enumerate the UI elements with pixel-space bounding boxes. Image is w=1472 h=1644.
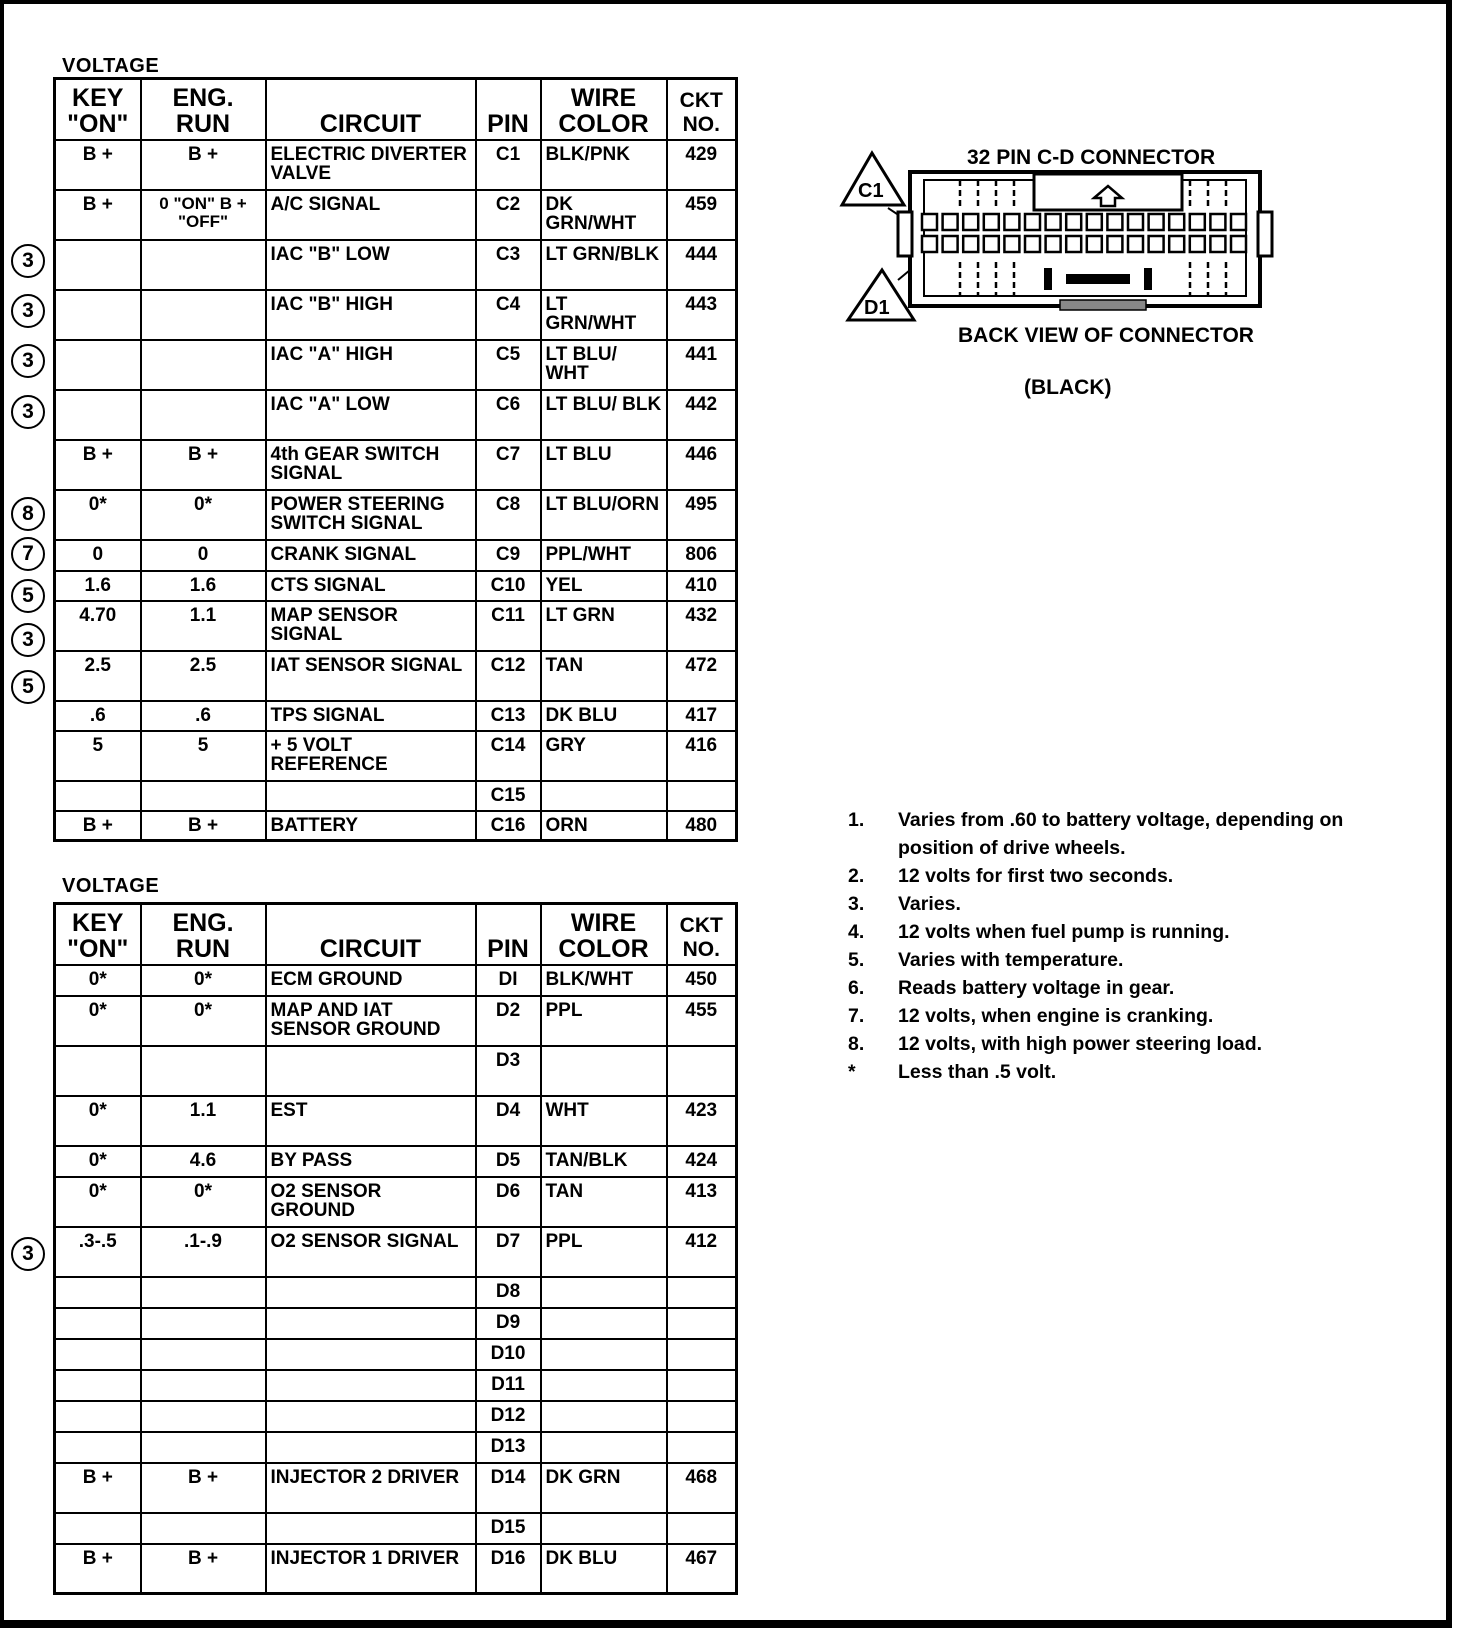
- connector-pin: [1004, 214, 1019, 230]
- cell-eng-run: .1-.9: [141, 1227, 266, 1277]
- cell-wire-color: DK BLU: [541, 1544, 667, 1594]
- cell-key-on: [55, 1513, 141, 1544]
- header-pin: PIN: [476, 79, 541, 140]
- cell-wire-color: DK GRN: [541, 1463, 667, 1513]
- cell-circuit: MAP AND IAT SENSOR GROUND: [266, 996, 476, 1046]
- cell-ckt-no: 468: [667, 1463, 737, 1513]
- connector-pin: [1169, 214, 1184, 230]
- cell-wire-color: GRY: [541, 731, 667, 781]
- cell-circuit: [266, 1308, 476, 1339]
- cell-eng-run: [141, 340, 266, 390]
- cell-key-on: [55, 1277, 141, 1308]
- cell-circuit: IAC "B" HIGH: [266, 290, 476, 340]
- cell-wire-color: [541, 1308, 667, 1339]
- cell-ckt-no: 444: [667, 240, 737, 290]
- table-row: [55, 1463, 737, 1513]
- note-item: 8. 12 volts, with high power steering load.: [848, 1033, 1263, 1055]
- table-row: [55, 1544, 737, 1594]
- cell-ckt-no: 429: [667, 140, 737, 190]
- table-row: [55, 571, 737, 601]
- cell-ckt-no: [667, 1370, 737, 1401]
- connector-pin: [1169, 236, 1184, 252]
- connector-pin: [963, 236, 978, 252]
- cell-circuit: [266, 1339, 476, 1370]
- cell-pin: D8: [476, 1277, 541, 1308]
- cell-ckt-no: 495: [667, 490, 737, 540]
- cell-key-on: 0*: [55, 996, 141, 1046]
- cell-eng-run: [141, 240, 266, 290]
- cell-ckt-no: 459: [667, 190, 737, 240]
- cell-ckt-no: 441: [667, 340, 737, 390]
- cell-eng-run: 1.1: [141, 1096, 266, 1146]
- cell-wire-color: [541, 1370, 667, 1401]
- note-marker: 5: [11, 670, 45, 704]
- cell-key-on: B +: [55, 140, 141, 190]
- cell-ckt-no: [667, 1401, 737, 1432]
- connector-diagram: [838, 150, 1318, 330]
- cell-circuit: MAP SENSOR SIGNAL: [266, 601, 476, 651]
- cell-circuit: [266, 1401, 476, 1432]
- cell-pin: D3: [476, 1046, 541, 1096]
- cell-pin: D2: [476, 996, 541, 1046]
- header-circuit: CIRCUIT: [266, 79, 476, 140]
- cell-pin: D4: [476, 1096, 541, 1146]
- cell-circuit: A/C SIGNAL: [266, 190, 476, 240]
- cell-circuit: ELECTRIC DIVERTER VALVE: [266, 140, 476, 190]
- table-row: [55, 1339, 737, 1370]
- cell-circuit: [266, 1277, 476, 1308]
- cell-pin: D10: [476, 1339, 541, 1370]
- cell-ckt-no: [667, 1277, 737, 1308]
- cell-key-on: 4.70: [55, 601, 141, 651]
- header-circuit: CIRCUIT: [266, 904, 476, 965]
- cell-circuit: ECM GROUND: [266, 965, 476, 996]
- cell-wire-color: [541, 781, 667, 811]
- connector-pin: [1149, 236, 1164, 252]
- cell-key-on: [55, 1401, 141, 1432]
- cell-key-on: B +: [55, 1544, 141, 1594]
- cell-ckt-no: 443: [667, 290, 737, 340]
- cell-circuit: EST: [266, 1096, 476, 1146]
- cell-ckt-no: 450: [667, 965, 737, 996]
- cell-eng-run: [141, 290, 266, 340]
- cell-eng-run: 5: [141, 731, 266, 781]
- connector-color: (BLACK): [1024, 376, 1112, 399]
- connector-pin: [922, 236, 937, 252]
- cell-wire-color: PPL/WHT: [541, 540, 667, 571]
- cell-eng-run: [141, 1370, 266, 1401]
- table-row: [55, 1046, 737, 1096]
- cell-wire-color: LT GRN: [541, 601, 667, 651]
- connector-pin: [1046, 214, 1061, 230]
- cell-eng-run: [141, 390, 266, 440]
- cell-pin: D16: [476, 1544, 541, 1594]
- cell-wire-color: ORN: [541, 811, 667, 841]
- table-row: [55, 1227, 737, 1277]
- cell-wire-color: TAN: [541, 651, 667, 701]
- cell-eng-run: .6: [141, 701, 266, 731]
- note-item: 1. Varies from .60 to battery voltage, depending on position of drive wheels.: [848, 809, 1344, 859]
- cell-key-on: [55, 340, 141, 390]
- connector-pin: [984, 236, 999, 252]
- header-ckt-no: CKT NO.: [667, 904, 737, 965]
- table-row: [55, 731, 737, 781]
- cell-circuit: 4th GEAR SWITCH SIGNAL: [266, 440, 476, 490]
- cell-key-on: [55, 1339, 141, 1370]
- cell-pin: C13: [476, 701, 541, 731]
- cell-wire-color: LT GRN/WHT: [541, 290, 667, 340]
- cell-ckt-no: 423: [667, 1096, 737, 1146]
- cell-eng-run: 0*: [141, 1177, 266, 1227]
- cell-pin: C5: [476, 340, 541, 390]
- connector-pin: [1107, 214, 1122, 230]
- connector-pin: [943, 214, 958, 230]
- cell-pin: C12: [476, 651, 541, 701]
- table-row: [55, 651, 737, 701]
- connector-latch: [1034, 174, 1182, 210]
- cell-pin: C2: [476, 190, 541, 240]
- note-marker: 3: [11, 395, 45, 429]
- cell-circuit: INJECTOR 2 DRIVER: [266, 1463, 476, 1513]
- cell-key-on: 0: [55, 540, 141, 571]
- cell-key-on: .3-.5: [55, 1227, 141, 1277]
- cell-key-on: B +: [55, 811, 141, 841]
- cell-ckt-no: [667, 1513, 737, 1544]
- cell-circuit: [266, 1370, 476, 1401]
- cell-pin: D15: [476, 1513, 541, 1544]
- cell-circuit: CRANK SIGNAL: [266, 540, 476, 571]
- notes-list: [848, 806, 1408, 1086]
- cell-key-on: 0*: [55, 490, 141, 540]
- cell-pin: D5: [476, 1146, 541, 1177]
- cell-wire-color: [541, 1277, 667, 1308]
- cell-pin: D14: [476, 1463, 541, 1513]
- connector-pin: [1190, 236, 1205, 252]
- table-row: [55, 1513, 737, 1544]
- note-marker: 3: [11, 294, 45, 328]
- cell-ckt-no: [667, 781, 737, 811]
- connector-pin: [1025, 236, 1040, 252]
- cell-circuit: POWER STEERING SWITCH SIGNAL: [266, 490, 476, 540]
- table-row: [55, 390, 737, 440]
- connector-pin: [984, 214, 999, 230]
- cell-key-on: 0*: [55, 1177, 141, 1227]
- cell-circuit: IAC "B" LOW: [266, 240, 476, 290]
- cell-circuit: IAT SENSOR SIGNAL: [266, 651, 476, 701]
- cell-eng-run: 0*: [141, 996, 266, 1046]
- cell-eng-run: B +: [141, 140, 266, 190]
- cell-ckt-no: [667, 1339, 737, 1370]
- table-row: [55, 290, 737, 340]
- cell-pin: C14: [476, 731, 541, 781]
- cell-eng-run: B +: [141, 1544, 266, 1594]
- cell-circuit: [266, 781, 476, 811]
- cell-wire-color: LT BLU/ORN: [541, 490, 667, 540]
- connector-pin: [1107, 236, 1122, 252]
- header-key-on: KEY "ON": [55, 79, 141, 140]
- note-marker: 3: [11, 1237, 45, 1271]
- cell-pin: D13: [476, 1432, 541, 1463]
- cell-eng-run: [141, 1046, 266, 1096]
- header-eng-run: ENG. RUN: [141, 79, 266, 140]
- note-marker: 5: [11, 579, 45, 613]
- cell-eng-run: 1.6: [141, 571, 266, 601]
- connector-pin: [943, 236, 958, 252]
- cell-eng-run: [141, 1339, 266, 1370]
- cell-ckt-no: 432: [667, 601, 737, 651]
- cell-eng-run: B +: [141, 811, 266, 841]
- cell-eng-run: 0 "ON" B + "OFF": [141, 190, 266, 240]
- cell-eng-run: [141, 1432, 266, 1463]
- cell-pin: D6: [476, 1177, 541, 1227]
- connector-pin: [1128, 214, 1143, 230]
- cell-ckt-no: 806: [667, 540, 737, 571]
- table-row: [55, 340, 737, 390]
- connector-pin: [1231, 214, 1246, 230]
- cell-pin: C10: [476, 571, 541, 601]
- cell-wire-color: [541, 1046, 667, 1096]
- cell-key-on: [55, 290, 141, 340]
- cell-circuit: [266, 1046, 476, 1096]
- d1-label: D1: [864, 297, 890, 319]
- cell-ckt-no: 442: [667, 390, 737, 440]
- cell-pin: D12: [476, 1401, 541, 1432]
- note-item: 4. 12 volts when fuel pump is running.: [848, 921, 1230, 943]
- cell-pin: C1: [476, 140, 541, 190]
- table-row: [55, 1308, 737, 1339]
- connector-d-pin-table: [53, 902, 738, 1595]
- table-row: [55, 1432, 737, 1463]
- cell-eng-run: [141, 1401, 266, 1432]
- cell-pin: D9: [476, 1308, 541, 1339]
- cell-key-on: [55, 781, 141, 811]
- cell-pin: DI: [476, 965, 541, 996]
- cell-eng-run: 0*: [141, 490, 266, 540]
- table-row: [55, 240, 737, 290]
- cell-ckt-no: 480: [667, 811, 737, 841]
- cell-key-on: [55, 1432, 141, 1463]
- cell-pin: C11: [476, 601, 541, 651]
- connector-pin: [1004, 236, 1019, 252]
- cell-wire-color: [541, 1513, 667, 1544]
- cell-wire-color: [541, 1401, 667, 1432]
- table-row: [55, 811, 737, 841]
- header-pin: PIN: [476, 904, 541, 965]
- connector-pin: [1210, 236, 1225, 252]
- cell-wire-color: TAN/BLK: [541, 1146, 667, 1177]
- cell-wire-color: TAN: [541, 1177, 667, 1227]
- cell-circuit: BY PASS: [266, 1146, 476, 1177]
- cell-eng-run: 0*: [141, 965, 266, 996]
- note-marker: 3: [11, 623, 45, 657]
- connector-caption: BACK VIEW OF CONNECTOR: [958, 324, 1254, 347]
- connector-pin: [1066, 214, 1081, 230]
- cell-eng-run: [141, 781, 266, 811]
- connector-pin: [963, 214, 978, 230]
- cell-pin: C3: [476, 240, 541, 290]
- table-row: [55, 1370, 737, 1401]
- table-row: [55, 601, 737, 651]
- cell-key-on: 0*: [55, 1096, 141, 1146]
- note-item: 6. Reads battery voltage in gear.: [848, 977, 1175, 999]
- connector-pin: [1128, 236, 1143, 252]
- table-row: [55, 440, 737, 490]
- note-marker: 8: [11, 497, 45, 531]
- cell-circuit: [266, 1513, 476, 1544]
- cell-eng-run: B +: [141, 1463, 266, 1513]
- connector-pin: [1046, 236, 1061, 252]
- cell-wire-color: [541, 1432, 667, 1463]
- connector-pin: [1231, 236, 1246, 252]
- table-row: [55, 1177, 737, 1227]
- cell-pin: C15: [476, 781, 541, 811]
- cell-wire-color: [541, 1339, 667, 1370]
- cell-pin: C7: [476, 440, 541, 490]
- cell-wire-color: DK BLU: [541, 701, 667, 731]
- cell-key-on: [55, 240, 141, 290]
- cell-wire-color: YEL: [541, 571, 667, 601]
- cell-eng-run: [141, 1513, 266, 1544]
- header-ckt-no: CKT NO.: [667, 79, 737, 140]
- cell-key-on: 0*: [55, 965, 141, 996]
- c1-label: C1: [858, 180, 884, 202]
- table-row: [55, 1146, 737, 1177]
- cell-pin: C9: [476, 540, 541, 571]
- connector-c-pin-table: [53, 77, 738, 842]
- connector-pin: [1066, 236, 1081, 252]
- cell-pin: C4: [476, 290, 541, 340]
- cell-key-on: 5: [55, 731, 141, 781]
- cell-wire-color: DK GRN/WHT: [541, 190, 667, 240]
- connector-pin: [1025, 214, 1040, 230]
- note-marker: 3: [11, 244, 45, 278]
- table-row: [55, 540, 737, 571]
- cell-circuit: CTS SIGNAL: [266, 571, 476, 601]
- table-row: [55, 140, 737, 190]
- cell-eng-run: 0: [141, 540, 266, 571]
- cell-circuit: + 5 VOLT REFERENCE: [266, 731, 476, 781]
- connector-pin: [1087, 236, 1102, 252]
- cell-eng-run: B +: [141, 440, 266, 490]
- header-key-on: KEY "ON": [55, 904, 141, 965]
- cell-pin: C16: [476, 811, 541, 841]
- header-eng-run: ENG. RUN: [141, 904, 266, 965]
- note-marker: 7: [11, 537, 45, 571]
- top-voltage-label: VOLTAGE: [62, 55, 160, 77]
- connector-pin: [1087, 214, 1102, 230]
- cell-circuit: IAC "A" HIGH: [266, 340, 476, 390]
- cell-key-on: 0*: [55, 1146, 141, 1177]
- cell-ckt-no: 446: [667, 440, 737, 490]
- cell-wire-color: LT BLU/ WHT: [541, 340, 667, 390]
- connector-pin: [1210, 214, 1225, 230]
- cell-ckt-no: 455: [667, 996, 737, 1046]
- connector-pin: [1190, 214, 1205, 230]
- cell-eng-run: 2.5: [141, 651, 266, 701]
- cell-wire-color: PPL: [541, 996, 667, 1046]
- cell-wire-color: LT GRN/BLK: [541, 240, 667, 290]
- cell-pin: D7: [476, 1227, 541, 1277]
- cell-key-on: [55, 1046, 141, 1096]
- cell-pin: C8: [476, 490, 541, 540]
- cell-wire-color: LT BLU: [541, 440, 667, 490]
- connector-title: 32 PIN C-D CONNECTOR: [967, 146, 1216, 169]
- cell-eng-run: 4.6: [141, 1146, 266, 1177]
- connector-pin: [1149, 214, 1164, 230]
- cell-key-on: B +: [55, 440, 141, 490]
- table-row: [55, 1277, 737, 1308]
- cell-circuit: O2 SENSOR SIGNAL: [266, 1227, 476, 1277]
- cell-wire-color: BLK/WHT: [541, 965, 667, 996]
- cell-ckt-no: 417: [667, 701, 737, 731]
- note-item: 5. Varies with temperature.: [848, 949, 1124, 971]
- table-row: [55, 781, 737, 811]
- cell-key-on: B +: [55, 190, 141, 240]
- cell-key-on: .6: [55, 701, 141, 731]
- cell-ckt-no: 410: [667, 571, 737, 601]
- table-row: [55, 701, 737, 731]
- header-wire-color: WIRE COLOR: [541, 79, 667, 140]
- cell-eng-run: [141, 1308, 266, 1339]
- connector-pin: [922, 214, 937, 230]
- cell-eng-run: [141, 1277, 266, 1308]
- note-marker: 3: [11, 344, 45, 378]
- cell-pin: C6: [476, 390, 541, 440]
- cell-key-on: 2.5: [55, 651, 141, 701]
- bottom-voltage-label: VOLTAGE: [62, 875, 160, 897]
- cell-circuit: O2 SENSOR GROUND: [266, 1177, 476, 1227]
- cell-ckt-no: [667, 1308, 737, 1339]
- cell-key-on: [55, 1308, 141, 1339]
- cell-wire-color: LT BLU/ BLK: [541, 390, 667, 440]
- note-item: * Less than .5 volt.: [848, 1061, 1057, 1083]
- cell-ckt-no: 412: [667, 1227, 737, 1277]
- cell-ckt-no: 416: [667, 731, 737, 781]
- cell-circuit: IAC "A" LOW: [266, 390, 476, 440]
- cell-pin: D11: [476, 1370, 541, 1401]
- cell-circuit: INJECTOR 1 DRIVER: [266, 1544, 476, 1594]
- table-row: [55, 1096, 737, 1146]
- cell-circuit: BATTERY: [266, 811, 476, 841]
- cell-wire-color: WHT: [541, 1096, 667, 1146]
- note-item: 7. 12 volts, when engine is cranking.: [848, 1005, 1214, 1027]
- table-row: [55, 190, 737, 240]
- cell-key-on: [55, 390, 141, 440]
- cell-ckt-no: 467: [667, 1544, 737, 1594]
- table-row: [55, 1401, 737, 1432]
- table-row: [55, 965, 737, 996]
- cell-wire-color: BLK/PNK: [541, 140, 667, 190]
- note-item: 2. 12 volts for first two seconds.: [848, 865, 1174, 887]
- cell-ckt-no: 424: [667, 1146, 737, 1177]
- cell-eng-run: 1.1: [141, 601, 266, 651]
- table-row: [55, 996, 737, 1046]
- cell-ckt-no: 472: [667, 651, 737, 701]
- cell-ckt-no: [667, 1432, 737, 1463]
- cell-circuit: TPS SIGNAL: [266, 701, 476, 731]
- cell-ckt-no: 413: [667, 1177, 737, 1227]
- cell-key-on: [55, 1370, 141, 1401]
- header-wire-color: WIRE COLOR: [541, 904, 667, 965]
- cell-ckt-no: [667, 1046, 737, 1096]
- note-item: 3. Varies.: [848, 893, 961, 915]
- cell-key-on: 1.6: [55, 571, 141, 601]
- cell-wire-color: PPL: [541, 1227, 667, 1277]
- cell-circuit: [266, 1432, 476, 1463]
- cell-key-on: B +: [55, 1463, 141, 1513]
- table-row: [55, 490, 737, 540]
